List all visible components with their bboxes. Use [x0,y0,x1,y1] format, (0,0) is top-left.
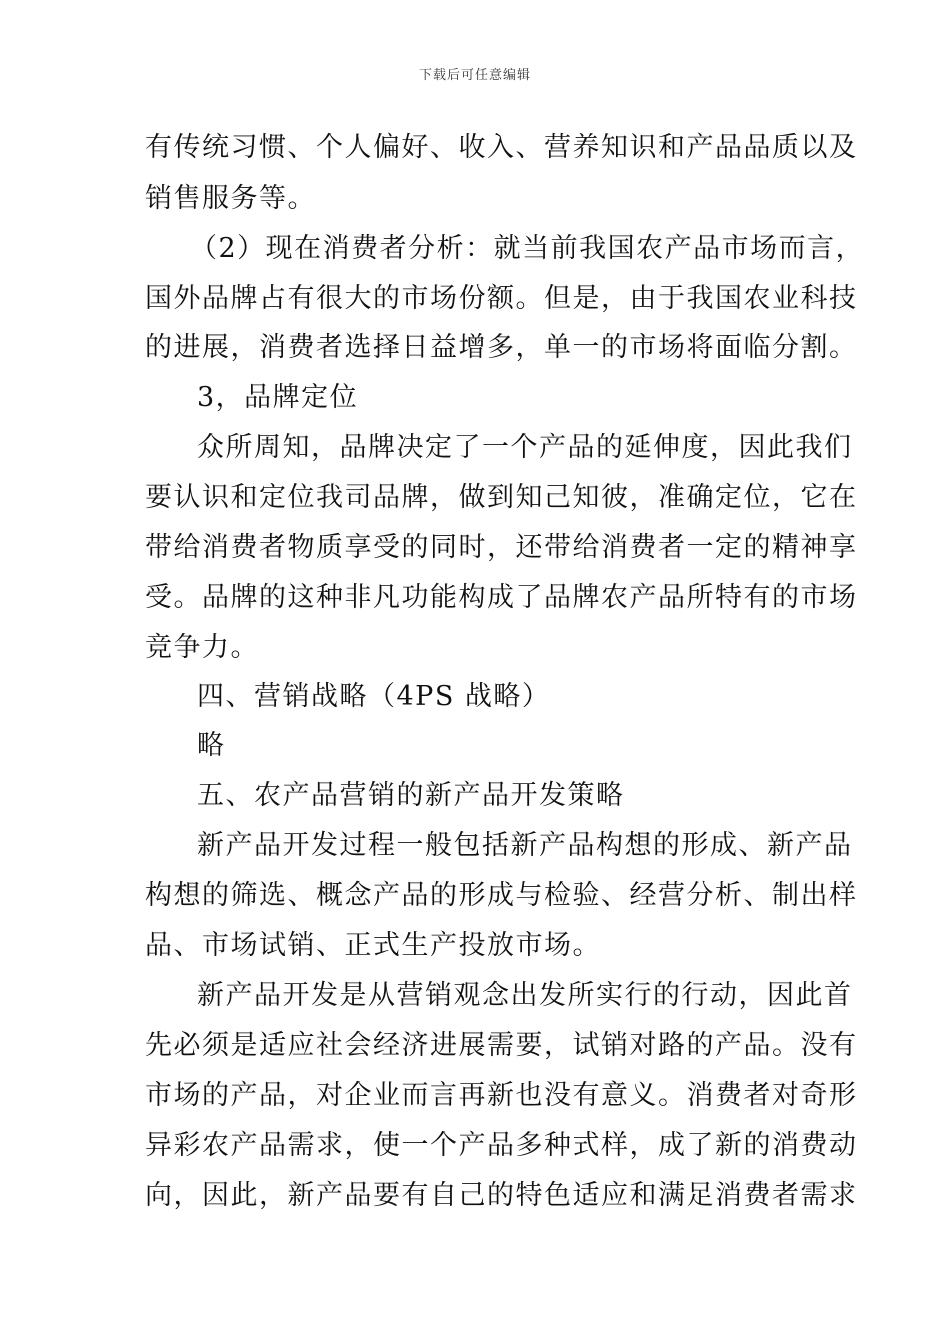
body-line: 有传统习惯、个人偏好、收入、营养知识和产品品质以及 [145,132,858,163]
body-line: 竞争力。 [145,632,259,663]
body-line: 新产品开发过程一般包括新产品构想的形成、新产品 [197,830,853,861]
body-line: 带给消费者物质享受的同时，还带给消费者一定的精神享 [145,532,858,563]
body-line: 构想的筛选、概念产品的形成与检验、经营分析、制出样 [145,880,858,911]
body-line: 销售服务等。 [145,183,316,214]
page-header: 下载后可任意编辑 [418,68,531,83]
body-line: 先必须是适应社会经济进展需要，试销对路的产品。没有 [145,1030,858,1061]
body-line: 向，因此，新产品要有自己的特色适应和满足消费者需求 [145,1180,858,1211]
section-heading: 五、农产品营销的新产品开发策略 [197,780,625,811]
body-line: 受。品牌的这种非凡功能构成了品牌农产品所特有的市场 [145,582,858,613]
body-line: （2）现在消费者分析：就当前我国农产品市场而言， [190,233,865,264]
section-heading: 3，品牌定位 [197,382,359,413]
body-line: 新产品开发是从营销观念出发所实行的行动，因此首 [197,980,853,1011]
body-line: 市场的产品，对企业而言再新也没有意义。消费者对奇形 [145,1080,858,1111]
body-line: 异彩农产品需求，使一个产品多种式样，成了新的消费动 [145,1130,858,1161]
body-line: 品、市场试销、正式生产投放市场。 [145,930,601,961]
body-line: 略 [197,730,226,761]
body-line: 国外品牌占有很大的市场份额。但是，由于我国农业科技 [145,283,858,314]
section-heading: 四、营销战略（4PS 战略） [197,681,551,712]
body-line: 要认识和定位我司品牌，做到知己知彼，准确定位，它在 [145,482,858,513]
body-line: 的进展，消费者选择日益增多，单一的市场将面临分割。 [145,332,858,363]
body-line: 众所周知，品牌决定了一个产品的延伸度，因此我们 [197,432,853,463]
